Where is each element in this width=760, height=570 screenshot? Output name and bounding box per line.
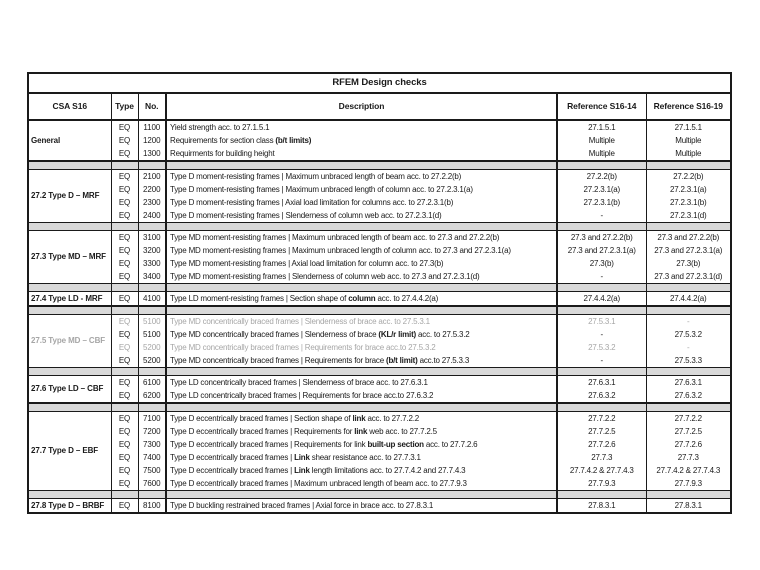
description-segment: Type D eccentrically braced frames | Requirements for — [170, 426, 355, 436]
row-number-cell: 7200 — [138, 425, 166, 438]
reference-s16-19-cell: 27.7.2.6 — [674, 439, 702, 449]
group-spacer-cell — [138, 368, 166, 376]
group-spacer-cell — [646, 223, 731, 231]
description-bold-segment: column — [348, 293, 376, 303]
group-spacer-cell — [646, 161, 731, 170]
eq-type-cell: EQ — [111, 147, 138, 161]
group-spacer-row — [28, 306, 731, 315]
eq-type-cell: EQ — [111, 451, 138, 464]
reference-s16-19-cell: 27.3 and 27.2.3.1(a) — [654, 245, 723, 255]
description-segment: Type D eccentrically braced frames | Section shape of — [170, 413, 353, 423]
description-segment: shear resistance acc. to 27.7.3.1 — [309, 452, 421, 462]
reference-s16-19-cell: 27.2.2(b) — [673, 171, 704, 181]
table-row — [28, 257, 731, 270]
reference-s16-19-cell: 27.7.3 — [677, 452, 699, 462]
group-spacer-cell — [138, 161, 166, 170]
table-row — [28, 196, 731, 209]
table-row — [28, 376, 731, 390]
description-segment: Type MD moment-resisting frames | Slenderness of column web acc. to 27.3 and 27.2.3.1(d) — [170, 271, 480, 281]
reference-s16-14-cell: - — [557, 209, 646, 223]
table-row — [28, 120, 731, 134]
eq-type-cell: EQ — [111, 425, 138, 438]
description-cell — [166, 170, 557, 184]
reference-s16-14-cell: 27.8.3.1 — [557, 499, 646, 514]
table-row — [28, 147, 731, 161]
reference-s16-19-cell: 27.7.2.2 — [674, 413, 702, 423]
row-number-cell: 4100 — [138, 292, 166, 307]
group-spacer-row — [28, 223, 731, 231]
group-label: 27.5 Type MD – CBF — [28, 315, 111, 368]
group-spacer-cell — [28, 491, 111, 499]
row-number-cell: 1200 — [138, 134, 166, 147]
reference-s16-14-cell: 27.6.3.2 — [557, 389, 646, 403]
reference-s16-19-cell: - — [687, 316, 690, 326]
group-spacer-cell — [111, 161, 138, 170]
description-cell — [166, 120, 557, 134]
eq-type-cell: EQ — [111, 120, 138, 134]
description-segment: Type D moment-resisting frames | Maximum unbraced length of column acc. to 27.2.3.1(a) — [170, 184, 473, 194]
group-spacer-cell — [166, 284, 557, 292]
description-bold-segment: Link — [294, 465, 310, 475]
group-label: 27.6 Type LD – CBF — [28, 376, 111, 404]
group-spacer-cell — [138, 403, 166, 412]
description-segment: Type LD concentrically braced frames | Slenderness of brace acc. to 27.6.3.1 — [170, 377, 428, 387]
description-cell — [166, 315, 557, 329]
table-row — [28, 389, 731, 403]
group-spacer-row — [28, 491, 731, 499]
table-row — [28, 425, 731, 438]
group-spacer-cell — [138, 223, 166, 231]
group-spacer-cell — [166, 223, 557, 231]
column-header-reference-s16-14: Reference S16-14 — [557, 93, 646, 120]
row-number-cell: 3100 — [138, 231, 166, 245]
table-row — [28, 354, 731, 368]
group-spacer-row — [28, 403, 731, 412]
table-row — [28, 499, 731, 514]
eq-type-cell: EQ — [111, 183, 138, 196]
reference-s16-19-cell: Multiple — [675, 148, 702, 158]
group-spacer-cell — [111, 306, 138, 315]
table-row — [28, 341, 731, 354]
group-label: 27.2 Type D – MRF — [28, 170, 111, 223]
group-label: General — [28, 120, 111, 161]
reference-s16-14-cell: 27.3 and 27.2.3.1(a) — [557, 244, 646, 257]
reference-s16-14-cell: 27.6.3.1 — [557, 376, 646, 390]
eq-type-cell: EQ — [111, 464, 138, 477]
group-spacer-cell — [28, 368, 111, 376]
table-row — [28, 328, 731, 341]
description-segment: acc.to 27.5.3.3 — [417, 355, 470, 365]
design-checks-table — [27, 72, 732, 514]
table-row — [28, 170, 731, 184]
group-spacer-cell — [28, 403, 111, 412]
description-segment: length limitations acc. to 27.7.4.2 and 27.7.4.3 — [309, 465, 466, 475]
row-number-cell: 3300 — [138, 257, 166, 270]
row-number-cell: 5100 — [138, 328, 166, 341]
reference-s16-14-cell: 27.3 and 27.2.2(b) — [557, 231, 646, 245]
group-spacer-cell — [557, 306, 646, 315]
reference-s16-14-cell: - — [557, 354, 646, 368]
reference-s16-19-cell: 27.2.3.1(d) — [670, 210, 707, 220]
eq-type-cell: EQ — [111, 270, 138, 284]
row-number-cell: 2200 — [138, 183, 166, 196]
table-row — [28, 183, 731, 196]
table-header-row — [28, 93, 731, 120]
row-number-cell: 2100 — [138, 170, 166, 184]
group-spacer-cell — [111, 368, 138, 376]
eq-type-cell: EQ — [111, 341, 138, 354]
reference-s16-14-cell: 27.5.3.2 — [557, 341, 646, 354]
description-cell — [166, 244, 557, 257]
reference-s16-19-cell: 27.7.2.5 — [674, 426, 702, 436]
description-cell — [166, 196, 557, 209]
table-title: RFEM Design checks — [28, 73, 731, 93]
description-segment: Type MD concentrically braced frames | Requirements for brace acc.to 27.5.3.2 — [170, 342, 436, 352]
group-spacer-cell — [28, 161, 111, 170]
group-spacer-cell — [557, 161, 646, 170]
row-number-cell: 7600 — [138, 477, 166, 491]
column-header-type: Type — [111, 93, 138, 120]
group-spacer-row — [28, 161, 731, 170]
reference-s16-14-cell: 27.5.3.1 — [557, 315, 646, 329]
description-cell — [166, 451, 557, 464]
group-spacer-cell — [557, 223, 646, 231]
table-row — [28, 315, 731, 329]
description-segment: Type MD concentrically braced frames | Requirements for brace — [170, 355, 386, 365]
column-header-csa-s16: CSA S16 — [28, 93, 111, 120]
table-row — [28, 209, 731, 223]
row-number-cell: 3400 — [138, 270, 166, 284]
description-bold-segment: link — [352, 413, 366, 423]
description-bold-segment: (KL/r limit) — [378, 329, 417, 339]
group-spacer-cell — [111, 284, 138, 292]
row-number-cell: 6200 — [138, 389, 166, 403]
reference-s16-19-cell: 27.3(b) — [676, 258, 701, 268]
group-spacer-cell — [166, 161, 557, 170]
group-spacer-cell — [166, 368, 557, 376]
reference-s16-19-cell: 27.7.9.3 — [674, 478, 702, 488]
description-segment: Type D moment-resisting frames | Slenderness of column web acc. to 27.2.3.1(d) — [170, 210, 442, 220]
description-segment: web acc. to 27.7.2.5 — [367, 426, 437, 436]
reference-s16-19-cell: 27.4.4.2(a) — [670, 293, 707, 303]
reference-s16-14-cell: 27.2.3.1(a) — [557, 183, 646, 196]
group-spacer-cell — [166, 306, 557, 315]
group-spacer-cell — [111, 403, 138, 412]
row-number-cell: 1100 — [138, 120, 166, 134]
description-segment: Type D eccentrically braced frames | Maximum unbraced length of beam acc. to 27.7.9.3 — [170, 478, 467, 488]
table-row — [28, 438, 731, 451]
column-header-description: Description — [166, 93, 557, 120]
table-row — [28, 464, 731, 477]
reference-s16-19-cell: 27.3 and 27.2.3.1(d) — [654, 271, 723, 281]
description-segment: Type D eccentrically braced frames | — [170, 452, 295, 462]
description-cell — [166, 257, 557, 270]
group-spacer-cell — [166, 403, 557, 412]
description-cell — [166, 183, 557, 196]
reference-s16-19-cell: 27.6.3.1 — [674, 377, 702, 387]
description-cell — [166, 134, 557, 147]
group-spacer-cell — [646, 403, 731, 412]
eq-type-cell: EQ — [111, 376, 138, 390]
reference-s16-14-cell: Multiple — [557, 147, 646, 161]
row-number-cell: 7100 — [138, 412, 166, 426]
row-number-cell: 5200 — [138, 354, 166, 368]
description-segment: Type MD moment-resisting frames | Maximum unbraced length of beam acc. to 27.3 and 27.2.2(b) — [170, 232, 500, 242]
reference-s16-14-cell: - — [557, 270, 646, 284]
description-cell — [166, 341, 557, 354]
group-label: 27.7 Type D – EBF — [28, 412, 111, 491]
reference-s16-19-cell: Multiple — [675, 135, 702, 145]
description-cell — [166, 328, 557, 341]
table-row — [28, 244, 731, 257]
description-segment: Type MD concentrically braced frames | Slenderness of brace — [170, 329, 379, 339]
row-number-cell: 3200 — [138, 244, 166, 257]
group-spacer-cell — [28, 223, 111, 231]
group-spacer-row — [28, 368, 731, 376]
eq-type-cell: EQ — [111, 412, 138, 426]
description-segment: Type LD moment-resisting frames | Section shape of — [170, 293, 349, 303]
description-segment: Type D eccentrically braced frames | — [170, 465, 295, 475]
eq-type-cell: EQ — [111, 257, 138, 270]
eq-type-cell: EQ — [111, 499, 138, 514]
reference-s16-19-cell: 27.2.3.1(a) — [670, 184, 707, 194]
reference-s16-19-cell: 27.6.3.2 — [674, 390, 702, 400]
group-spacer-cell — [646, 491, 731, 499]
description-segment: Type MD moment-resisting frames | Maximum unbraced length of column acc. to 27.3 and 27.2.3.1(a) — [170, 245, 511, 255]
eq-type-cell: EQ — [111, 134, 138, 147]
row-number-cell: 8100 — [138, 499, 166, 514]
reference-s16-14-cell: 27.7.9.3 — [557, 477, 646, 491]
row-number-cell: 7300 — [138, 438, 166, 451]
eq-type-cell: EQ — [111, 244, 138, 257]
table-row — [28, 134, 731, 147]
group-label: 27.4 Type LD - MRF — [28, 292, 111, 307]
eq-type-cell: EQ — [111, 389, 138, 403]
description-cell — [166, 292, 557, 307]
group-label: 27.8 Type D – BRBF — [28, 499, 111, 514]
row-number-cell: 7400 — [138, 451, 166, 464]
description-cell — [166, 376, 557, 390]
description-segment: Requirements for section class — [170, 135, 276, 145]
description-cell — [166, 438, 557, 451]
row-number-cell: 2300 — [138, 196, 166, 209]
reference-s16-14-cell: 27.7.2.6 — [557, 438, 646, 451]
reference-s16-19-cell: 27.5.3.2 — [674, 329, 702, 339]
eq-type-cell: EQ — [111, 477, 138, 491]
description-bold-segment: (b/t limit) — [386, 355, 418, 365]
group-spacer-cell — [166, 491, 557, 499]
eq-type-cell: EQ — [111, 328, 138, 341]
description-cell — [166, 147, 557, 161]
reference-s16-14-cell: 27.3(b) — [557, 257, 646, 270]
description-segment: Requirments for building height — [170, 148, 275, 158]
group-spacer-row — [28, 284, 731, 292]
description-cell — [166, 354, 557, 368]
description-bold-segment: link — [354, 426, 368, 436]
column-header-reference-s16-19: Reference S16-19 — [646, 93, 731, 120]
group-spacer-cell — [138, 306, 166, 315]
description-segment: Type D moment-resisting frames | Maximum unbraced length of beam acc. to 27.2.2(b) — [170, 171, 462, 181]
description-cell — [166, 477, 557, 491]
table-row — [28, 270, 731, 284]
group-spacer-cell — [138, 491, 166, 499]
column-header-no: No. — [138, 93, 166, 120]
group-spacer-cell — [557, 403, 646, 412]
description-segment: Type D buckling restrained braced frames | Axial force in brace acc. to 27.8.3.1 — [170, 500, 434, 510]
group-spacer-cell — [557, 491, 646, 499]
description-segment: Type MD concentrically braced frames | Slenderness of brace acc. to 27.5.3.1 — [170, 316, 430, 326]
table-title-row — [28, 73, 731, 93]
description-segment: acc. to 27.5.3.2 — [416, 329, 470, 339]
description-segment: acc. to 27.4.4.2(a) — [375, 293, 439, 303]
group-spacer-cell — [646, 306, 731, 315]
description-segment: Type D eccentrically braced frames | Requirements for link — [170, 439, 368, 449]
group-label: 27.3 Type MD – MRF — [28, 231, 111, 284]
description-cell — [166, 209, 557, 223]
row-number-cell: 5100 — [138, 315, 166, 329]
reference-s16-19-cell: - — [687, 342, 690, 352]
description-cell — [166, 231, 557, 245]
table-row — [28, 477, 731, 491]
reference-s16-14-cell: 27.4.4.2(a) — [557, 292, 646, 307]
group-spacer-cell — [646, 284, 731, 292]
eq-type-cell: EQ — [111, 315, 138, 329]
reference-s16-14-cell: 27.7.4.2 & 27.7.4.3 — [557, 464, 646, 477]
eq-type-cell: EQ — [111, 209, 138, 223]
description-segment: Type LD concentrically braced frames | Requirements for brace acc.to 27.6.3.2 — [170, 390, 434, 400]
group-spacer-cell — [646, 368, 731, 376]
eq-type-cell: EQ — [111, 292, 138, 307]
group-spacer-cell — [557, 284, 646, 292]
row-number-cell: 7500 — [138, 464, 166, 477]
reference-s16-14-cell: 27.7.2.2 — [557, 412, 646, 426]
reference-s16-14-cell: 27.2.3.1(b) — [557, 196, 646, 209]
row-number-cell: 1300 — [138, 147, 166, 161]
row-number-cell: 2400 — [138, 209, 166, 223]
group-spacer-cell — [28, 284, 111, 292]
table-row — [28, 412, 731, 426]
reference-s16-19-cell: 27.3 and 27.2.2(b) — [657, 232, 720, 242]
group-spacer-cell — [138, 284, 166, 292]
row-number-cell: 6100 — [138, 376, 166, 390]
eq-type-cell: EQ — [111, 438, 138, 451]
description-segment: Yield strength acc. to 27.1.5.1 — [170, 122, 270, 132]
table-row — [28, 231, 731, 245]
description-cell — [166, 389, 557, 403]
reference-s16-19-cell: 27.7.4.2 & 27.7.4.3 — [656, 465, 721, 475]
group-spacer-cell — [111, 223, 138, 231]
reference-s16-19-cell: 27.1.5.1 — [674, 122, 702, 132]
description-segment: Type MD moment-resisting frames | Axial load limitation for column acc. to 27.3(b) — [170, 258, 444, 268]
reference-s16-14-cell: Multiple — [557, 134, 646, 147]
group-spacer-cell — [111, 491, 138, 499]
description-segment: acc. to 27.7.2.6 — [423, 439, 478, 449]
reference-s16-14-cell: - — [557, 328, 646, 341]
eq-type-cell: EQ — [111, 170, 138, 184]
description-bold-segment: built-up section — [367, 439, 424, 449]
group-spacer-cell — [557, 368, 646, 376]
table-row — [28, 451, 731, 464]
description-bold-segment: (b/t limits) — [275, 135, 312, 145]
reference-s16-14-cell: 27.2.2(b) — [557, 170, 646, 184]
table-row — [28, 292, 731, 307]
reference-s16-14-cell: 27.1.5.1 — [557, 120, 646, 134]
eq-type-cell: EQ — [111, 354, 138, 368]
row-number-cell: 5200 — [138, 341, 166, 354]
description-cell — [166, 425, 557, 438]
reference-s16-19-cell: 27.2.3.1(b) — [670, 197, 707, 207]
eq-type-cell: EQ — [111, 231, 138, 245]
description-bold-segment: Link — [294, 452, 310, 462]
reference-s16-19-cell: 27.5.3.3 — [674, 355, 702, 365]
description-cell — [166, 412, 557, 426]
table-body — [28, 120, 731, 513]
description-segment: acc. to 27.7.2.2 — [365, 413, 419, 423]
description-cell — [166, 499, 557, 514]
description-cell — [166, 270, 557, 284]
reference-s16-14-cell: 27.7.2.5 — [557, 425, 646, 438]
reference-s16-14-cell: 27.7.3 — [557, 451, 646, 464]
reference-s16-19-cell: 27.8.3.1 — [674, 500, 702, 510]
description-cell — [166, 464, 557, 477]
eq-type-cell: EQ — [111, 196, 138, 209]
description-segment: Type D moment-resisting frames | Axial load limitation for columns acc. to 27.2.3.1(b) — [170, 197, 454, 207]
group-spacer-cell — [28, 306, 111, 315]
